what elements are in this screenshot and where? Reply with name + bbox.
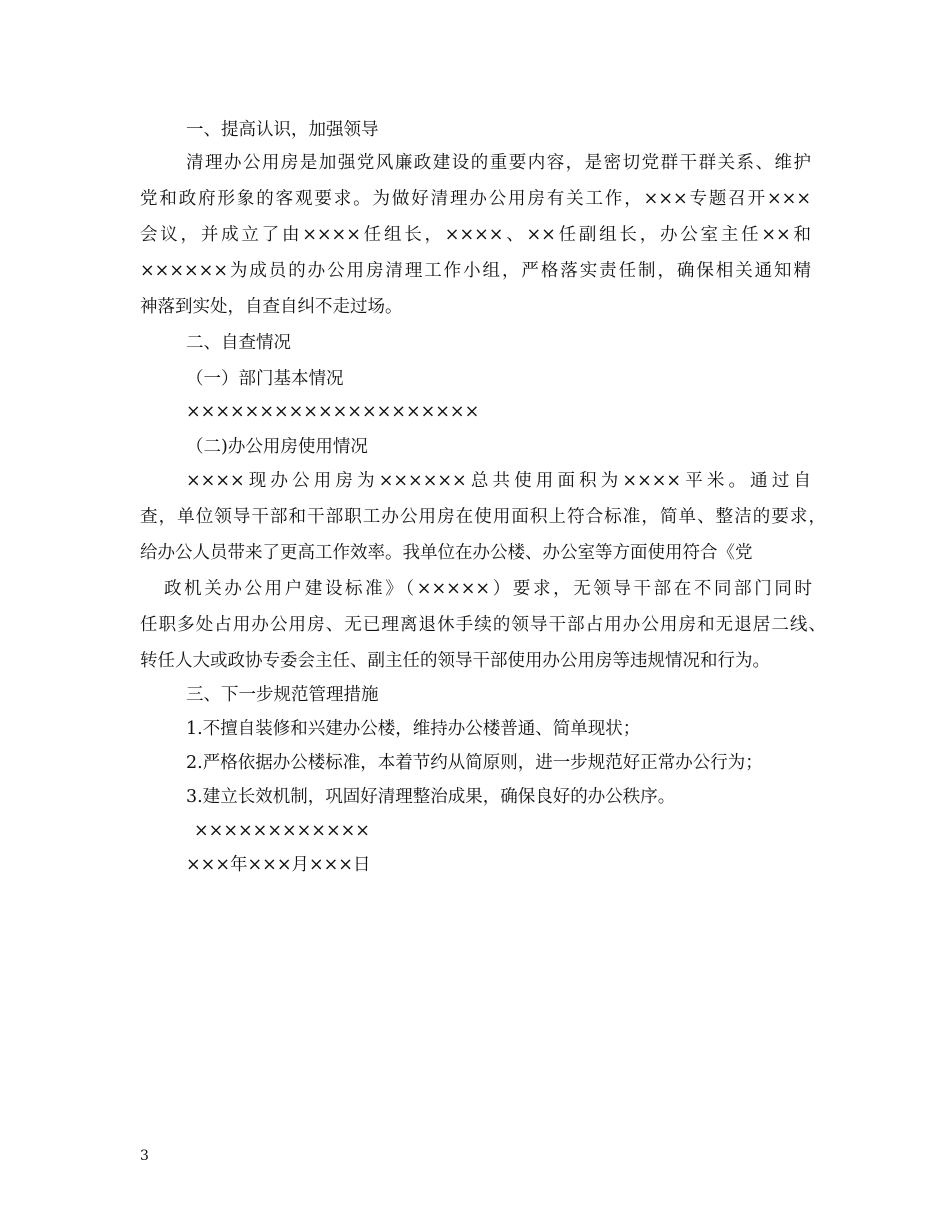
section-heading-3: 三、下一步规范管理措施	[186, 685, 379, 705]
section-heading-2: 二、自查情况	[186, 333, 291, 353]
list-item: 2.严格依据办公楼标准，本着节约从简原则，进一步规范好正常办公行为；	[186, 753, 763, 773]
placeholder-line: ××××××××××××××××××××	[186, 402, 480, 422]
paragraph-line: ××××现办公用房为××××××总共使用面积为××××平米。通过自	[186, 471, 811, 491]
paragraph-line: 神落到实处，自查自纠不走过场。	[140, 297, 403, 317]
paragraph-line: 任职多处占用办公用房、无已理离退休手续的领导干部占用办公用房和无退居二线、	[140, 615, 826, 635]
paragraph-line: ××××××为成员的办公用房清理工作小组，严格落实责任制，确保相关通知精	[140, 261, 811, 281]
page-number: 3	[140, 1148, 149, 1164]
paragraph-line: 党和政府形象的客观要求。为做好清理办公用房有关工作，×××专题召开×××	[140, 189, 811, 209]
list-item: 1.不擅自装修和兴建办公楼，维持办公楼普通、简单现状；	[186, 719, 641, 739]
paragraph-line: 转任人大或政协专委会主任、副主任的领导干部使用办公用房等违规情况和行为。	[140, 651, 770, 671]
section-heading-1: 一、提高认识，加强领导	[186, 120, 379, 140]
date-placeholder: ×××年×××月×××日	[186, 855, 371, 875]
list-item: 3.建立长效机制，巩固好清理整治成果，确保良好的办公秩序。	[186, 787, 676, 807]
subsection-heading-2: （二)办公用房使用情况	[186, 437, 368, 457]
organization-placeholder: ××××××××××××	[194, 821, 370, 841]
paragraph-line: 政机关办公用户建设标准》（×××××）要求，无领导干部在不同部门同时	[164, 579, 812, 599]
subsection-heading-1: （一）部门基本情况	[186, 369, 344, 389]
paragraph-line: 查，单位领导干部和干部职工办公用房在使用面积上符合标准，简单、整洁的要求，	[140, 507, 826, 527]
paragraph-line: 清理办公用房是加强党风廉政建设的重要内容，是密切党群干群关系、维护	[186, 153, 811, 173]
paragraph-line: 给办公人员带来了更高工作效率。我单位在办公楼、办公室等方面使用符合《党	[140, 543, 753, 563]
paragraph-line: 会议，并成立了由××××任组长，××××、××任副组长，办公室主任××和	[140, 225, 811, 245]
